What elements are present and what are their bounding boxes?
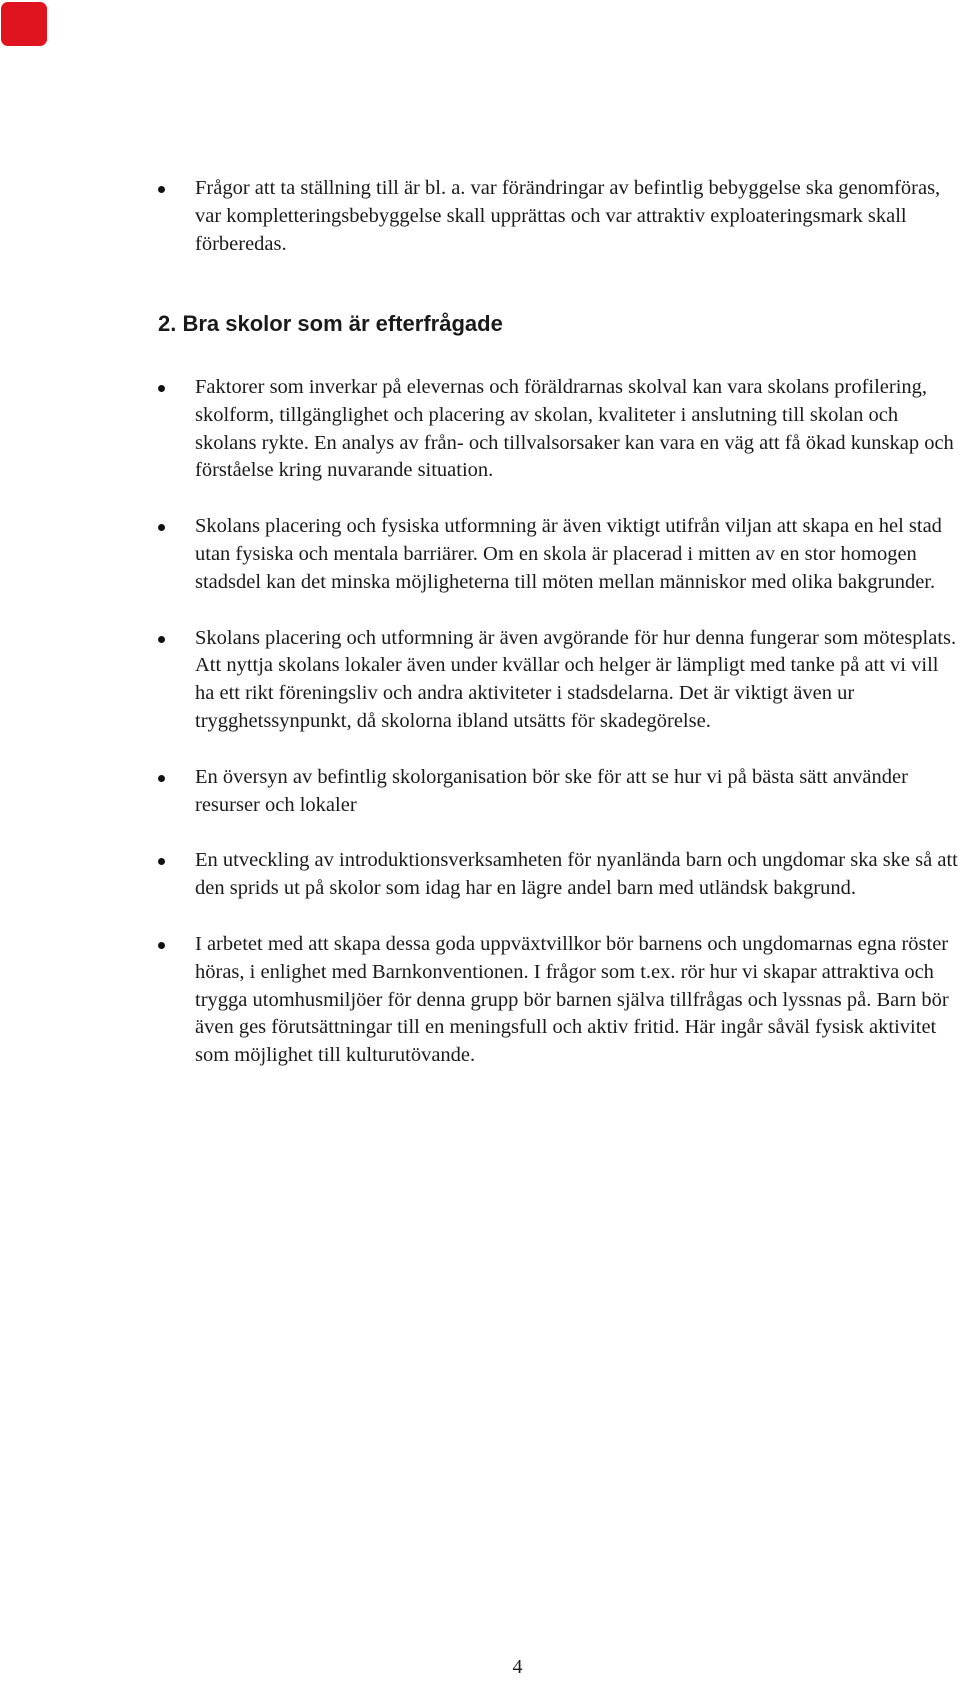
- bullet-icon: [158, 186, 165, 193]
- page-number: 4: [512, 1656, 523, 1678]
- bullet-icon: [158, 858, 165, 865]
- list-item: [0, 175, 960, 258]
- bullet-text: I arbetet med att skapa dessa goda uppväxtvillkor bör barnens och ungdomarnas egna röster höras, i enlighet med Barnkonventionen. I frågor som t.ex. rör hur vi skapar attraktiva och trygga utomhusmiljöer för denna grupp bör barnen själva tillfrågas och lyssnas på. Barn bör även ges förutsättningar till en meningsfull och aktiv fritid. Här ingår såväl fysisk aktivitet som möjlighet till kulturutövande.: [195, 932, 949, 1067]
- bullet-text: Faktorer som inverkar på elevernas och föräldrarnas skolval kan vara skolans profilering, skolform, tillgänglighet och placering av skolan, kvaliteter i anslutning till skolan och skolans rykte. En analys av från- och tillvalsorsaker kan vara en väg att få ökad kunskap och förståelse kring nuvarande situation.: [195, 376, 954, 482]
- bullet-icon: [158, 524, 165, 531]
- bullet-text: En utveckling av introduktionsverksamheten för nyanlända barn och ungdomar ska ske så att den sprids ut på skolor som idag har en lägre andel barn med utländsk bakgrund.: [195, 849, 958, 900]
- bullet-text: Skolans placering och fysiska utformning är även viktigt utifrån viljan att skapa en hel stad utan fysiska och mentala barriärer. Om en skola är placerad i mitten av en stor homogen stadsdel kan det minska möjligheterna till möten mellan människor med olika bakgrunder.: [195, 515, 942, 593]
- list-item: [0, 764, 960, 820]
- bullet-text: En översyn av befintlig skolorganisation bör ske för att se hur vi på bästa sätt använder resurser och lokaler: [195, 765, 908, 816]
- list-item: [0, 931, 960, 1070]
- intro-bullet-list: [0, 175, 960, 286]
- list-item: [0, 374, 960, 485]
- bullet-text: Frågor att ta ställning till är bl. a. var förändringar av befintlig bebyggelse ska genomföras, var kompletteringsbebyggelse skall upprättas och var attraktiv exploateringsmark skall förberedas.: [195, 177, 941, 255]
- bullet-icon: [158, 636, 165, 643]
- red-corner-mark: [1, 2, 47, 46]
- list-item: [0, 513, 960, 596]
- bullet-icon: [158, 942, 165, 949]
- bullet-icon: [158, 775, 165, 782]
- section-heading: 2. Bra skolor som är efterfrågade: [158, 311, 503, 336]
- bullet-icon: [158, 385, 165, 392]
- list-item: [0, 625, 960, 736]
- bullet-text: Skolans placering och utformning är även avgörande för hur denna fungerar som mötesplats. Att nyttja skolans lokaler även under kvällar och helger är lämpligt med tanke på att vi vill ha ett rikt föreningsliv och andra aktiviteter i stadsdelarna. Det är viktigt även ur trygghetssynpunkt, då skolorna ibland utsätts för skadegörelse.: [195, 626, 957, 732]
- section-bullet-list: [0, 374, 960, 1098]
- list-item: [0, 847, 960, 903]
